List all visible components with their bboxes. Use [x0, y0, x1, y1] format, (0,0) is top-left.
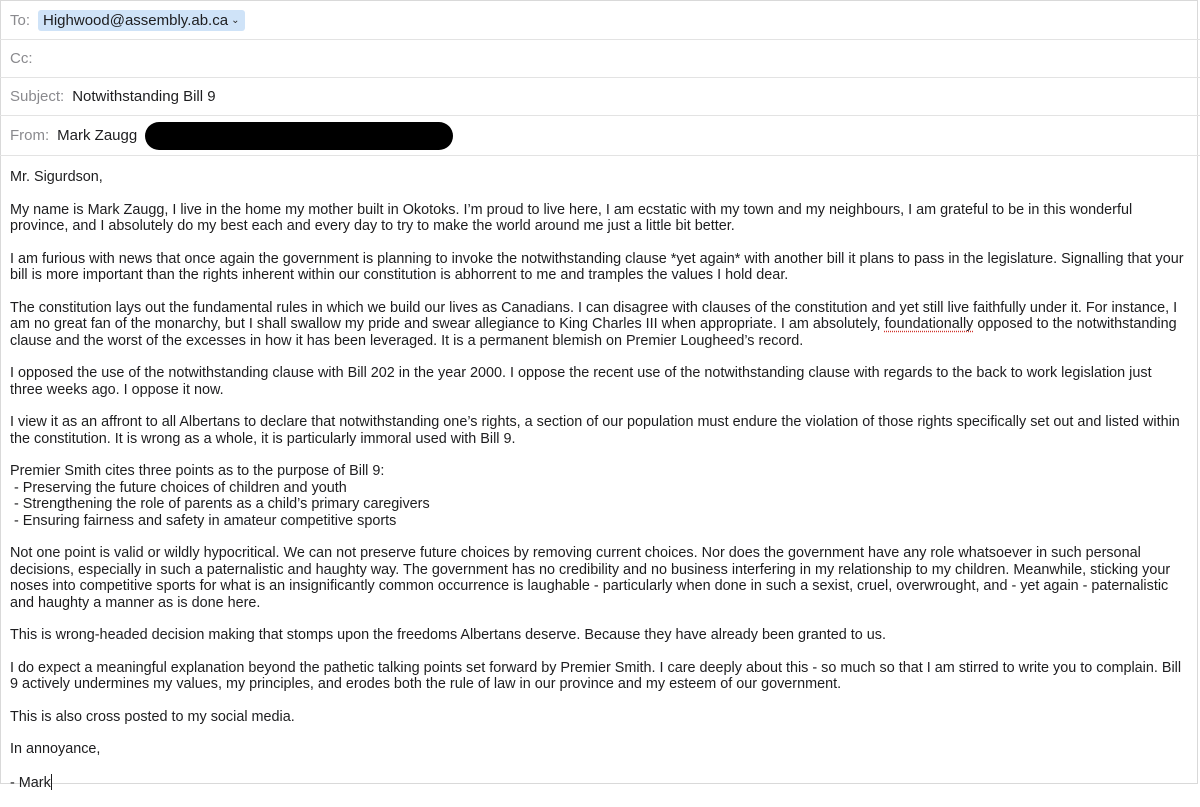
redacted-email-block [145, 122, 453, 150]
spellcheck-word[interactable]: foundationally [884, 316, 974, 332]
text-cursor [51, 774, 52, 790]
paragraph-8: This is wrong-headed decision making that stomps upon the freedoms Albertans deserve. Because they have already been granted to us. [10, 627, 886, 643]
greeting: Mr. Sigurdson, [10, 169, 103, 185]
paragraph-5: I view it as an affront to all Albertans to declare that notwithstanding one’s rights, a section of our population must endure the violation of those rights specifically set out and listed within the constitution. It is wrong as a whole, it is particularly immoral used with Bill 9. [10, 414, 1180, 447]
paragraph-10: This is also cross posted to my social media. [10, 708, 295, 725]
paragraph-1: My name is Mark Zaugg, I live in the home my mother built in Okotoks. I’m proud to live here, I am ecstatic with my town and my neighbours, I am grateful to be in this wonderful province, and I absolutely do my best each and every day to try to make the world around me just a little bit better. [10, 201, 1133, 234]
paragraph-3-a: The constitution lays out the fundamental rules in which we build our lives as Canadians. I can disagree with clauses of the constitution and yet still live faithfully under it. For instance, I am no great fan of the monarchy, but I shall swallow my pride and swear allegiance to King Charles III when appropriate. I am absolutely, [10, 299, 1178, 332]
subject-label: Subject: [10, 88, 65, 105]
cc-field[interactable] [0, 40, 1200, 78]
list-item: - Preserving the future choices of children and youth [10, 479, 347, 496]
from-label: From: [10, 127, 50, 144]
paragraph-3 [10, 300, 1186, 350]
to-row [0, 2, 1200, 40]
recipient-token[interactable] [38, 10, 245, 31]
list-item: - Ensuring fairness and safety in amateur competitive sports [10, 512, 397, 529]
closing: In annoyance, [10, 741, 101, 757]
signature-line [10, 774, 1186, 792]
paragraph-3-b: opposed to the notwithstanding clause and the worst of the excesses in how it has been leveraged. It is a permanent blemish on Premier Lougheed’s record. [10, 316, 1177, 349]
recipient-address: Highwood@assembly.ab.ca [43, 12, 229, 29]
paragraph-7: Not one point is valid or wildly hypocritical. We can not preserve future choices by removing current choices. Nor does the government have any role whatsoever in such personal decisions, especially in such a paternalistic and haughty way. The government has no credibility and no business interfering in my relationship to my children. Meanwhile, sticking your noses into competitive sports for what is an insignificantly common occurrence is laughable - particularly when done in such a sexist, cruel, overwrought, and - yet again - paternalistic and haughty a manner as is done here. [10, 545, 1171, 611]
points-list [10, 463, 1186, 529]
paragraph-4: I opposed the use of the notwithstanding clause with Bill 202 in the year 2000. I oppose the recent use of the notwithstanding clause with regards to the back to work legislation just three weeks ago. I oppose it now. [10, 365, 1152, 398]
points-intro: Premier Smith cites three points as to the purpose of Bill 9: [10, 463, 385, 479]
list-item: - Strengthening the role of parents as a child’s primary caregivers [10, 496, 430, 512]
subject-field[interactable] [0, 78, 1200, 116]
subject-value[interactable]: Notwithstanding Bill 9 [72, 88, 216, 105]
message-body[interactable] [10, 169, 1186, 807]
from-row [0, 116, 1200, 156]
paragraph-9: I do expect a meaningful explanation beyond the pathetic talking points set forward by Premier Smith. I care deeply about this - so much so that I am stirred to write you to complain. Bill 9 actively undermines my values, my principles, and erodes both the rule of law in our province and my esteem of our government. [10, 659, 1182, 692]
cc-label: Cc: [10, 50, 33, 67]
to-label: To: [10, 12, 31, 29]
paragraph-2: I am furious with news that once again the government is planning to invoke the notwithstanding clause *yet again* with another bill it plans to pass in the legislature. Signalling that your bill is more important than the rights inherent within our constitution is abhorrent to me and tramples the values I hold dear. [10, 250, 1184, 283]
from-name[interactable]: Mark Zaugg [57, 127, 138, 144]
chevron-down-icon[interactable]: ⌄ [231, 15, 240, 26]
signature: - Mark [10, 774, 51, 791]
